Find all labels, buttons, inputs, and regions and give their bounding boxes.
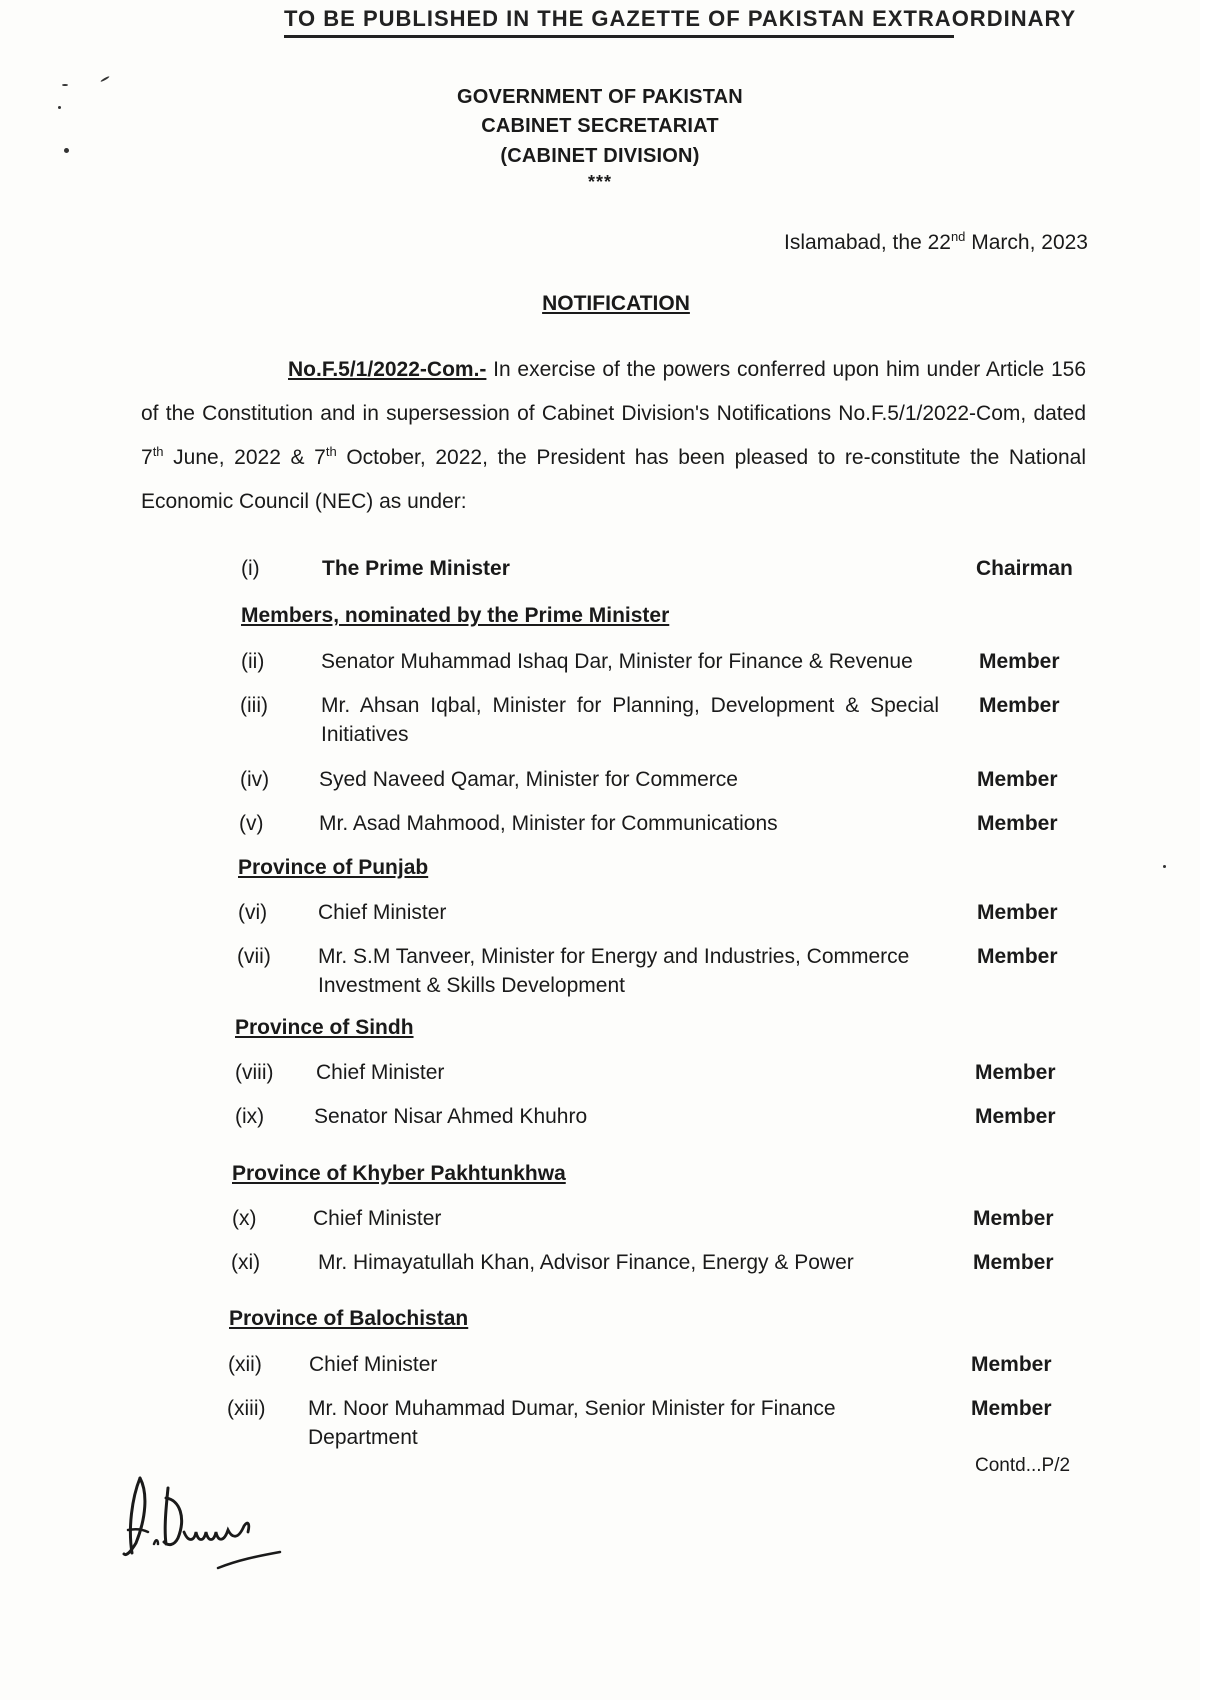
item-number: (vi) bbox=[238, 901, 268, 924]
item-name: Chief Minister bbox=[318, 901, 447, 924]
item-name: Mr. Himayatullah Khan, Advisor Finance, Energy & Power bbox=[318, 1251, 854, 1274]
item-number: (ii) bbox=[241, 650, 265, 673]
item-number: (x) bbox=[232, 1207, 257, 1230]
item-name: Senator Nisar Ahmed Khuhro bbox=[314, 1105, 588, 1128]
gazette-header bbox=[284, 6, 1077, 40]
item-role: Member bbox=[979, 650, 1060, 673]
notification-body bbox=[141, 348, 1086, 524]
item-name: Syed Naveed Qamar, Minister for Commerce bbox=[319, 768, 738, 791]
item-number: (xii) bbox=[228, 1353, 262, 1376]
letterhead-government: GOVERNMENT OF PAKISTAN bbox=[457, 86, 743, 108]
item-role: Member bbox=[975, 1061, 1056, 1084]
item-role: Member bbox=[975, 1105, 1056, 1128]
item-role: Member bbox=[971, 1353, 1052, 1376]
item-role: Member bbox=[979, 694, 1060, 717]
notification-date bbox=[784, 229, 1088, 255]
gazette-header-text: TO BE PUBLISHED IN THE GAZETTE OF PAKISTAN EXTRAORDINARY bbox=[284, 6, 1077, 31]
continued-note: Contd...P/2 bbox=[975, 1455, 1071, 1476]
scan-speck bbox=[100, 76, 110, 83]
item-name: Chief Minister bbox=[316, 1061, 445, 1084]
item-name: Chief Minister bbox=[313, 1207, 442, 1230]
item-number: (i) bbox=[241, 557, 260, 580]
item-number: (v) bbox=[239, 812, 264, 835]
item-name: The Prime Minister bbox=[322, 557, 510, 580]
item-role: Member bbox=[977, 812, 1058, 835]
notification-title: NOTIFICATION bbox=[542, 292, 690, 315]
letterhead-division: (CABINET DIVISION) bbox=[500, 145, 700, 167]
item-name: Chief Minister bbox=[309, 1353, 438, 1376]
item-number: (ix) bbox=[235, 1105, 265, 1128]
body-text-3: October, 2022, the President has been pleased to re-constitute the National Economic Council (NEC) as under: bbox=[141, 446, 1086, 513]
date-suffix-sup: nd bbox=[950, 229, 966, 244]
item-name: Mr. Noor Muhammad Dumar, Senior Minister for Finance Department bbox=[308, 1397, 836, 1449]
item-number: (iii) bbox=[240, 694, 268, 717]
item-number: (iv) bbox=[240, 768, 270, 791]
section-sindh: Province of Sindh bbox=[235, 1016, 414, 1039]
scan-speck bbox=[1163, 865, 1166, 868]
item-role: Chairman bbox=[976, 557, 1073, 580]
section-punjab: Province of Punjab bbox=[238, 856, 429, 879]
gazette-header-underline bbox=[284, 35, 954, 38]
date-month-year: March, 2023 bbox=[965, 231, 1088, 254]
item-name: Senator Muhammad Ishaq Dar, Minister for Finance & Revenue bbox=[321, 650, 913, 673]
section-balochistan: Province of Balochistan bbox=[229, 1307, 469, 1330]
date-prefix: Islamabad, the 22 bbox=[784, 231, 951, 254]
item-name: Mr. Asad Mahmood, Minister for Communications bbox=[319, 812, 778, 835]
item-name: Mr. S.M Tanveer, Minister for Energy and Industries, Commerce Investment & Skills Development bbox=[318, 945, 910, 997]
item-role: Member bbox=[977, 768, 1058, 791]
body-text-1: In exercise of the powers conferred upon him under Article 156 of the Constitution and in supersession of Cabinet Division's Notifications No.F.5/1/2022-Com, dated 7 bbox=[141, 358, 1086, 469]
section-kp: Province of Khyber Pakhtunkhwa bbox=[232, 1162, 566, 1185]
item-name: Mr. Ahsan Iqbal, Minister for Planning, Development & Special Initiatives bbox=[321, 694, 939, 746]
reference-number: No.F.5/1/2022-Com.- bbox=[288, 358, 487, 381]
item-role: Member bbox=[973, 1207, 1054, 1230]
letterhead-stars: *** bbox=[587, 172, 612, 192]
item-number: (vii) bbox=[237, 945, 271, 968]
letterhead-secretariat: CABINET SECRETARIAT bbox=[481, 115, 719, 137]
item-role: Member bbox=[971, 1397, 1052, 1420]
section-pm-nominees: Members, nominated by the Prime Minister bbox=[241, 604, 670, 627]
body-text-2: June, 2022 & 7 bbox=[163, 446, 326, 469]
item-number: (xiii) bbox=[227, 1397, 266, 1420]
item-role: Member bbox=[977, 945, 1058, 968]
item-role: Member bbox=[973, 1251, 1054, 1274]
body-sup-1: th bbox=[152, 444, 164, 459]
handwritten-signature bbox=[118, 1458, 298, 1578]
item-number: (viii) bbox=[235, 1061, 274, 1084]
body-sup-2: th bbox=[325, 444, 337, 459]
item-number: (xi) bbox=[231, 1251, 261, 1274]
item-role: Member bbox=[977, 901, 1058, 924]
